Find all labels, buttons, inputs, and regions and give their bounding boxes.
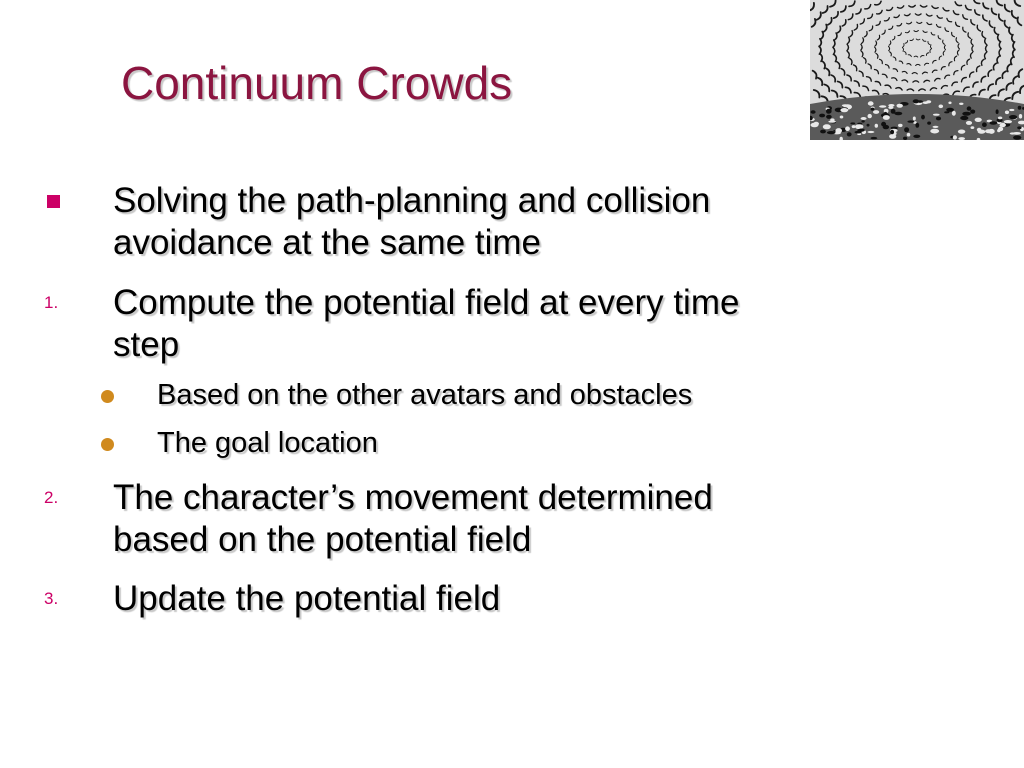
crowd-figure	[840, 116, 844, 119]
item-text-line-2: based on the potential field	[113, 520, 532, 559]
crowd-figure	[982, 122, 987, 127]
crowd-figure	[960, 116, 968, 120]
crowd-figure	[883, 115, 890, 120]
crowd-figure	[970, 110, 975, 114]
crowd-figure	[996, 109, 999, 114]
crowd-figure	[855, 124, 863, 129]
crowd-figure	[867, 124, 870, 127]
crowd-figure	[868, 101, 874, 105]
numbered-item-character-movement	[44, 477, 713, 561]
number-marker-3: 3.	[44, 589, 59, 608]
crowd-figure	[913, 99, 919, 103]
crowd-figure	[845, 126, 850, 131]
crowd-figure	[904, 127, 909, 132]
crowd-figure	[953, 135, 957, 139]
crowd-figure	[921, 115, 925, 120]
sub-bullet-goal-location	[157, 426, 378, 460]
bullet-text-line-1: Solving the path-planning and collision	[113, 181, 711, 220]
crowd-figure	[826, 115, 832, 119]
crowd-figure	[897, 104, 903, 108]
crowd-figure	[858, 129, 865, 132]
numbered-item-compute-field	[44, 282, 740, 366]
crowd-figure	[842, 104, 849, 106]
crowd-figure	[933, 126, 939, 128]
crowd-figure	[998, 117, 1002, 120]
crowd-engraving-image	[810, 0, 1024, 140]
crowd-figure	[1012, 132, 1021, 135]
crowd-figure	[840, 108, 848, 112]
crowd-figure	[998, 127, 1003, 131]
crowd-figure	[975, 118, 982, 122]
crowd-figure	[823, 124, 831, 129]
crowd-figure	[868, 114, 872, 118]
item-text-line-1: Update the potential field	[113, 579, 501, 618]
crowd-figure	[861, 117, 867, 120]
crowd-figure	[861, 120, 864, 122]
crowd-figure	[923, 101, 929, 104]
round-bullet-icon	[101, 390, 114, 403]
crowd-figure	[813, 122, 819, 126]
crowd-figure	[898, 124, 903, 127]
crowd-figure	[847, 132, 852, 136]
slide-title: Continuum Crowds	[121, 57, 513, 109]
crowd-figure	[907, 120, 914, 122]
crowd-figure	[946, 108, 954, 112]
crowd-figure	[829, 109, 832, 113]
crowd-figure	[889, 134, 896, 139]
item-text-line-1: The character’s movement determined	[113, 478, 713, 517]
crowd-figure	[881, 122, 886, 127]
crowd-figure	[819, 114, 825, 118]
crowd-figure	[907, 133, 911, 137]
sub-bullet-text: Based on the other avatars and obstacles	[157, 379, 693, 411]
crowd-figure	[989, 121, 997, 124]
crowd-figure	[879, 105, 886, 108]
crowd-figure	[978, 130, 986, 134]
sub-bullet-avatars-obstacles	[157, 378, 692, 412]
crowd-figure	[828, 121, 836, 123]
crowd-figure	[891, 109, 896, 114]
crowd-figure	[948, 102, 951, 105]
crowd-figure	[820, 130, 826, 134]
crowd-figure	[962, 112, 971, 116]
crowd-figure	[835, 128, 842, 133]
crowd-figure	[894, 112, 902, 115]
crowd-figure	[1018, 106, 1022, 110]
crowd-figure	[888, 106, 893, 109]
crowd-figure	[1017, 126, 1021, 129]
crowd-figure	[852, 125, 856, 128]
crowd-figure	[1000, 123, 1006, 127]
crowd-figure	[985, 129, 992, 133]
crowd-figure	[890, 130, 894, 135]
crowd-figure	[875, 124, 878, 128]
crowd-figure	[871, 108, 875, 111]
crowd-figure	[915, 123, 919, 128]
crowd-figure	[933, 114, 940, 116]
square-bullet-icon	[47, 195, 60, 208]
sub-bullet-text: The goal location	[157, 427, 378, 459]
bullet-text-line-2: avoidance at the same time	[113, 223, 542, 262]
crowd-figure	[913, 135, 920, 138]
crowd-figure	[967, 106, 972, 110]
crowd-figure	[1019, 114, 1022, 119]
crowd-figure	[1013, 135, 1021, 139]
crowd-figure	[850, 122, 855, 124]
crowd-figure	[936, 117, 941, 121]
crowd-figure	[867, 131, 874, 133]
item-text-line-1: Compute the potential field at every time	[113, 283, 740, 322]
number-marker-1: 1.	[44, 293, 59, 312]
crowd-figure	[1009, 109, 1014, 111]
crowd-figure	[827, 131, 836, 134]
crowd-figure	[1005, 111, 1009, 115]
crowd-figure	[930, 129, 939, 134]
crowd-figure	[871, 137, 878, 139]
crowd-figure	[939, 105, 944, 109]
crowd-figure	[971, 126, 975, 129]
crowd-figure	[958, 130, 965, 134]
round-bullet-icon	[101, 438, 114, 451]
crowd-figure	[903, 137, 907, 140]
item-text-line-2: step	[113, 325, 180, 364]
crowd-figure	[873, 110, 879, 114]
crowd-figure	[966, 121, 972, 125]
crowd-figure	[959, 103, 963, 105]
number-marker-2: 2.	[44, 488, 59, 507]
crowd-figure	[1009, 115, 1017, 119]
numbered-item-update-field	[44, 578, 501, 620]
crowd-figure	[958, 137, 965, 140]
crowd-figure	[927, 122, 931, 125]
crowd-figure	[811, 110, 816, 114]
crowd-figure	[913, 117, 916, 121]
bullet-path-planning	[113, 180, 710, 264]
crowd-figure	[1004, 120, 1012, 123]
